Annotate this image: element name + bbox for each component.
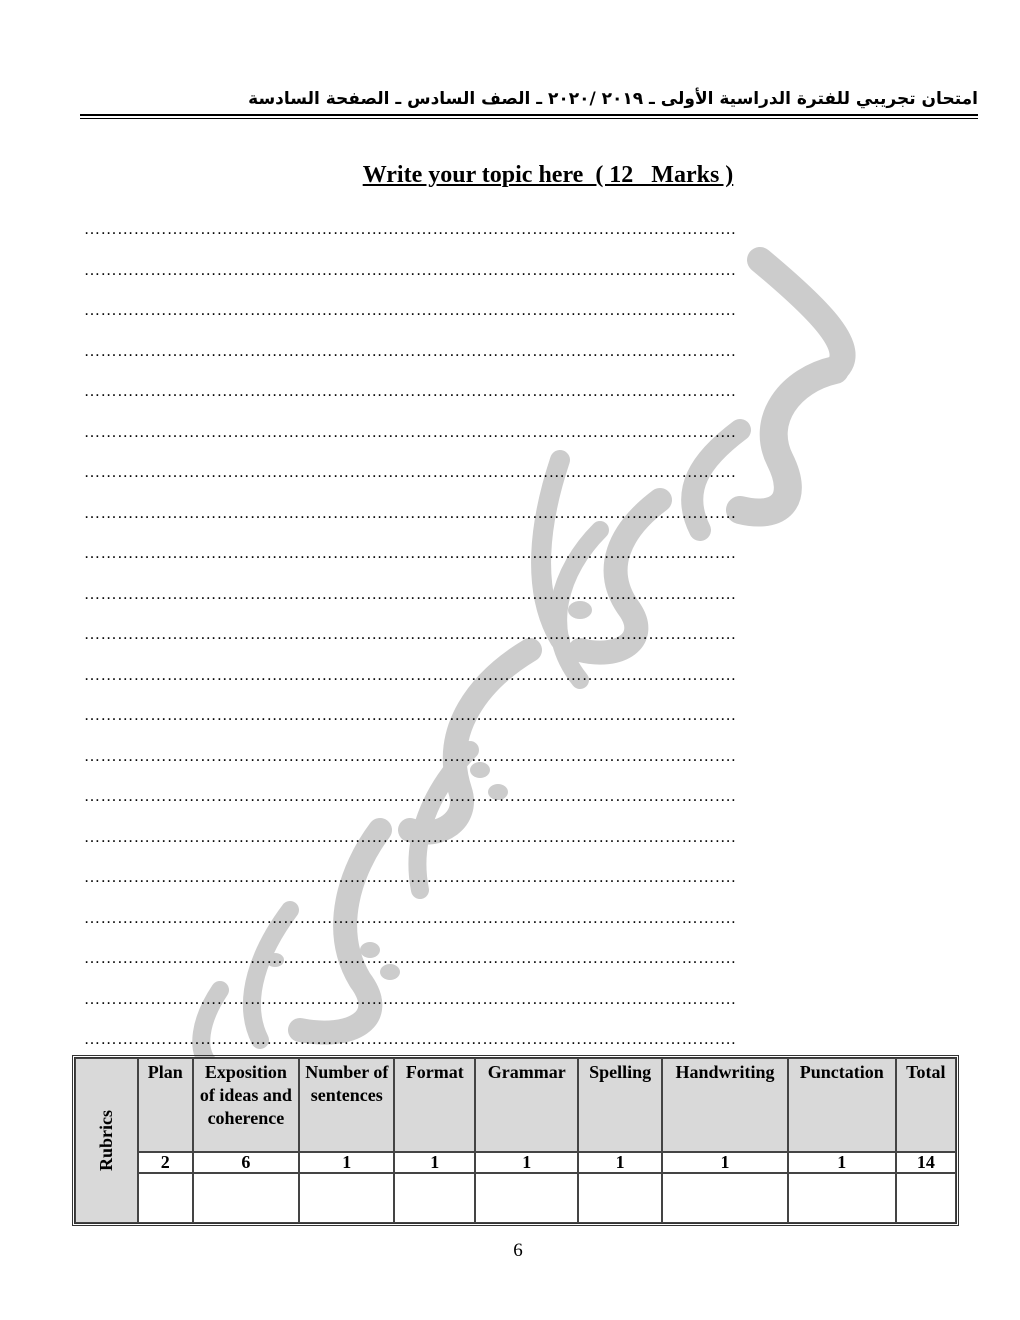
- rubric-mark-plan: 2: [138, 1152, 192, 1173]
- rubric-side-label: [75, 1058, 138, 1223]
- rubric-header-spelling: Spelling: [578, 1058, 662, 1152]
- writing-line[interactable]: ……………………………………………………………………………………………………….: [84, 423, 736, 441]
- header-rule-secondary: [80, 118, 978, 119]
- rubric-header-punctation: Punctation: [788, 1058, 896, 1152]
- rubric-table: [72, 1055, 959, 1226]
- writing-line[interactable]: ……………………………………………………………………………………………………….: [84, 342, 736, 360]
- score-cell-punctation[interactable]: [788, 1173, 896, 1223]
- topic-title: Write your topic here ( 12 Marks ): [362, 162, 734, 188]
- score-cell-plan[interactable]: [138, 1173, 192, 1223]
- score-cell-total[interactable]: [896, 1173, 956, 1223]
- writing-lines: [84, 216, 908, 1067]
- rubric-header-number-of-sentences: Number of sentences: [299, 1058, 394, 1152]
- writing-line[interactable]: ……………………………………………………………………………………………………….: [84, 585, 736, 603]
- rubric-score-row: [75, 1173, 956, 1223]
- writing-line[interactable]: ……………………………………………………………………………………………………….: [84, 747, 736, 765]
- rubric-mark-number-of-sentences: 1: [299, 1152, 394, 1173]
- writing-line[interactable]: ……………………………………………………………………………………………………….: [84, 990, 736, 1008]
- writing-line[interactable]: ……………………………………………………………………………………………………….: [84, 464, 736, 481]
- writing-line[interactable]: ……………………………………………………………………………………………………….: [84, 545, 736, 562]
- score-cell-exposition[interactable]: [193, 1173, 300, 1223]
- rubric-mark-format: 1: [394, 1152, 475, 1173]
- writing-line[interactable]: ……………………………………………………………………………………………………….: [84, 261, 736, 279]
- score-cell-number-of-sentences[interactable]: [299, 1173, 394, 1223]
- rubric-marks-row: [75, 1152, 956, 1173]
- score-cell-grammar[interactable]: [475, 1173, 578, 1223]
- score-cell-handwriting[interactable]: [662, 1173, 788, 1223]
- writing-line[interactable]: ……………………………………………………………………………………………………….: [84, 221, 736, 238]
- rubric-header-total: Total: [896, 1058, 956, 1152]
- writing-line[interactable]: ……………………………………………………………………………………………………….: [84, 869, 736, 886]
- rubric-mark-spelling: 1: [578, 1152, 662, 1173]
- writing-line[interactable]: ……………………………………………………………………………………………………….: [84, 828, 736, 846]
- writing-line[interactable]: ……………………………………………………………………………………………………….: [84, 950, 736, 967]
- page-number: 6: [513, 1240, 523, 1261]
- rubric-side-text: Rubrics: [96, 1109, 117, 1172]
- writing-line[interactable]: ……………………………………………………………………………………………………….: [84, 909, 736, 927]
- rubric-mark-grammar: 1: [475, 1152, 578, 1173]
- writing-line[interactable]: ……………………………………………………………………………………………………….: [84, 383, 736, 400]
- rubric-mark-total: 14: [896, 1152, 956, 1173]
- rubric-header-handwriting: Handwriting: [662, 1058, 788, 1152]
- rubric-header-plan: Plan: [138, 1058, 192, 1152]
- rubric-header-format: Format: [394, 1058, 475, 1152]
- writing-line[interactable]: ……………………………………………………………………………………………………….: [84, 788, 736, 805]
- writing-line[interactable]: ……………………………………………………………………………………………………….: [84, 504, 736, 522]
- header-rule: [80, 114, 978, 116]
- score-cell-format[interactable]: [394, 1173, 475, 1223]
- writing-line[interactable]: ……………………………………………………………………………………………………….: [84, 707, 736, 724]
- rubric-mark-exposition: 6: [193, 1152, 300, 1173]
- rubric-header-grammar: Grammar: [475, 1058, 578, 1152]
- rubric-header-row: [75, 1058, 956, 1152]
- rubric-header-exposition: Exposition of ideas and coherence: [193, 1058, 300, 1152]
- exam-header-title: امتحان تجريبي للفترة الدراسية الأولى ـ ٢٠١٩ /٢٠٢٠ ـ الصف السادس ـ الصفحة السادسة: [248, 89, 978, 109]
- score-cell-spelling[interactable]: [578, 1173, 662, 1223]
- writing-line[interactable]: ……………………………………………………………………………………………………….: [84, 666, 736, 684]
- writing-line-last[interactable]: ……………………………………………………………………………………………………….: [84, 1031, 736, 1048]
- writing-line[interactable]: ……………………………………………………………………………………………………….: [84, 626, 736, 643]
- rubric-mark-handwriting: 1: [662, 1152, 788, 1173]
- rubric-mark-punctation: 1: [788, 1152, 896, 1173]
- writing-line[interactable]: ……………………………………………………………………………………………………….: [84, 302, 736, 319]
